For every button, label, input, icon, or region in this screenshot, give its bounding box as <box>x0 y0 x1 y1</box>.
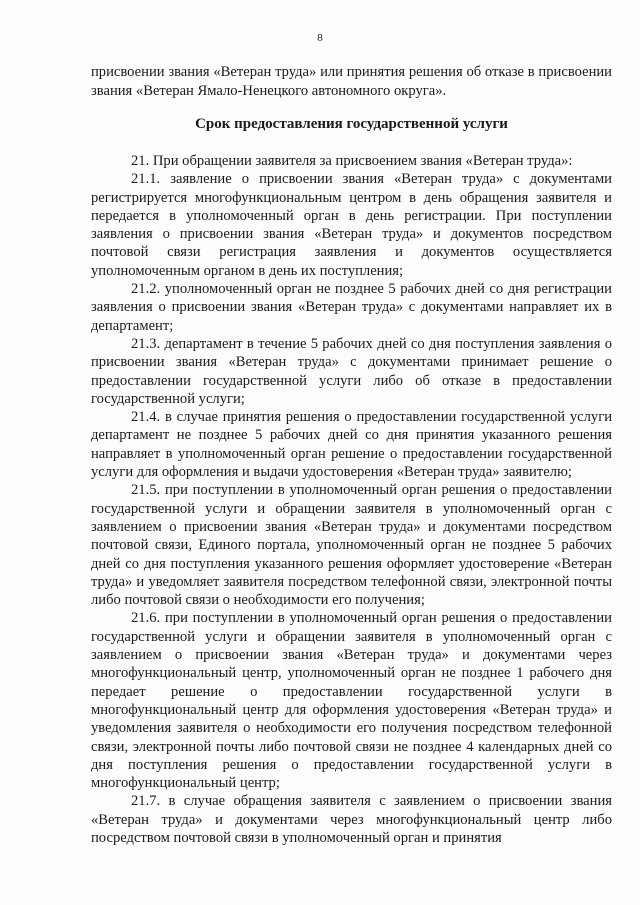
document-body <box>91 152 612 847</box>
paragraph-21-5: 21.5. при поступлении в уполномоченный орган решения о предоставлении государственной услуги и обращении заявителя в уполномоченный орган с заявлением о присвоении звания «Ветеран труда» и документами посредством почтовой связи, Единого портала, уполномоченный орган не позднее 5 рабочих дней со дня поступления указанного решения оформляет удостоверение «Ветеран труда» и уведомляет заявителя посредством телефонной связи, электронной почты либо почтовой связи о необходимости его получения; <box>91 482 612 609</box>
paragraph-21-3: 21.3. департамент в течение 5 рабочих дней со дня поступления заявления о присвоении звания «Ветеран труда» с документами принимает решение о предоставлении государственной услуги либо об отказе в предоставлении государственной услуги; <box>91 335 612 407</box>
page-number: 8 <box>317 32 323 44</box>
paragraph-21-7: 21.7. в случае обращения заявителя с заявлением о присвоении звания «Ветеран труда» и документами через многофункциональный центр либо посредством почтовой связи в уполномоченный орган и принятия <box>91 793 612 846</box>
paragraph-21: 21. При обращении заявителя за присвоением звания «Ветеран труда»: <box>131 153 573 169</box>
paragraph-21-2: 21.2. уполномоченный орган не позднее 5 рабочих дней со дня регистрации заявления о присвоении звания «Ветеран труда» с документами направляет их в департамент; <box>91 281 612 334</box>
section-title: Срок предоставления государственной услуги <box>195 116 508 132</box>
paragraph-21-4: 21.4. в случае принятия решения о предоставлении государственной услуги департамент не позднее 5 рабочих дней со дня принятия указанного решения направляет в уполномоченный орган решение о предоставлении государственной услуги для оформления и выдачи удостоверения «Ветеран труда» заявителю; <box>91 409 612 481</box>
paragraph-21-1: 21.1. заявление о присвоении звания «Ветеран труда» с документами регистрируется многофункциональным центром в день обращения заявителя и передается в уполномоченный орган в день регистрации. При поступлении заявления о присвоении звания «Ветеран труда» и документов посредством почтовой связи регистрация заявления и документов осуществляется уполномоченным органом в день их поступления; <box>91 171 612 279</box>
paragraph-21-6: 21.6. при поступлении в уполномоченный орган решения о предоставлении государственной услуги и обращении заявителя в уполномоченный орган с заявлением о присвоении звания «Ветеран труда» и документами через многофункциональный центр, уполномоченный орган не позднее 1 рабочего дня передает решение о предоставлении государственной услуги в многофункциональный центр для оформления удостоверения «Ветеран труда» и уведомления заявителя о необходимости его получения посредством телефонной связи, электронной почты либо почтовой связи не позднее 4 календарных дней со дня поступления решения о предоставлении государственной услуги в многофункциональный центр; <box>91 610 612 792</box>
lead-text: присвоении звания «Ветеран труда» или принятия решения об отказе в присвоении звания «Ветеран Ямало-Ненецкого автономного округа». <box>91 64 612 99</box>
lead-paragraph <box>91 63 612 101</box>
